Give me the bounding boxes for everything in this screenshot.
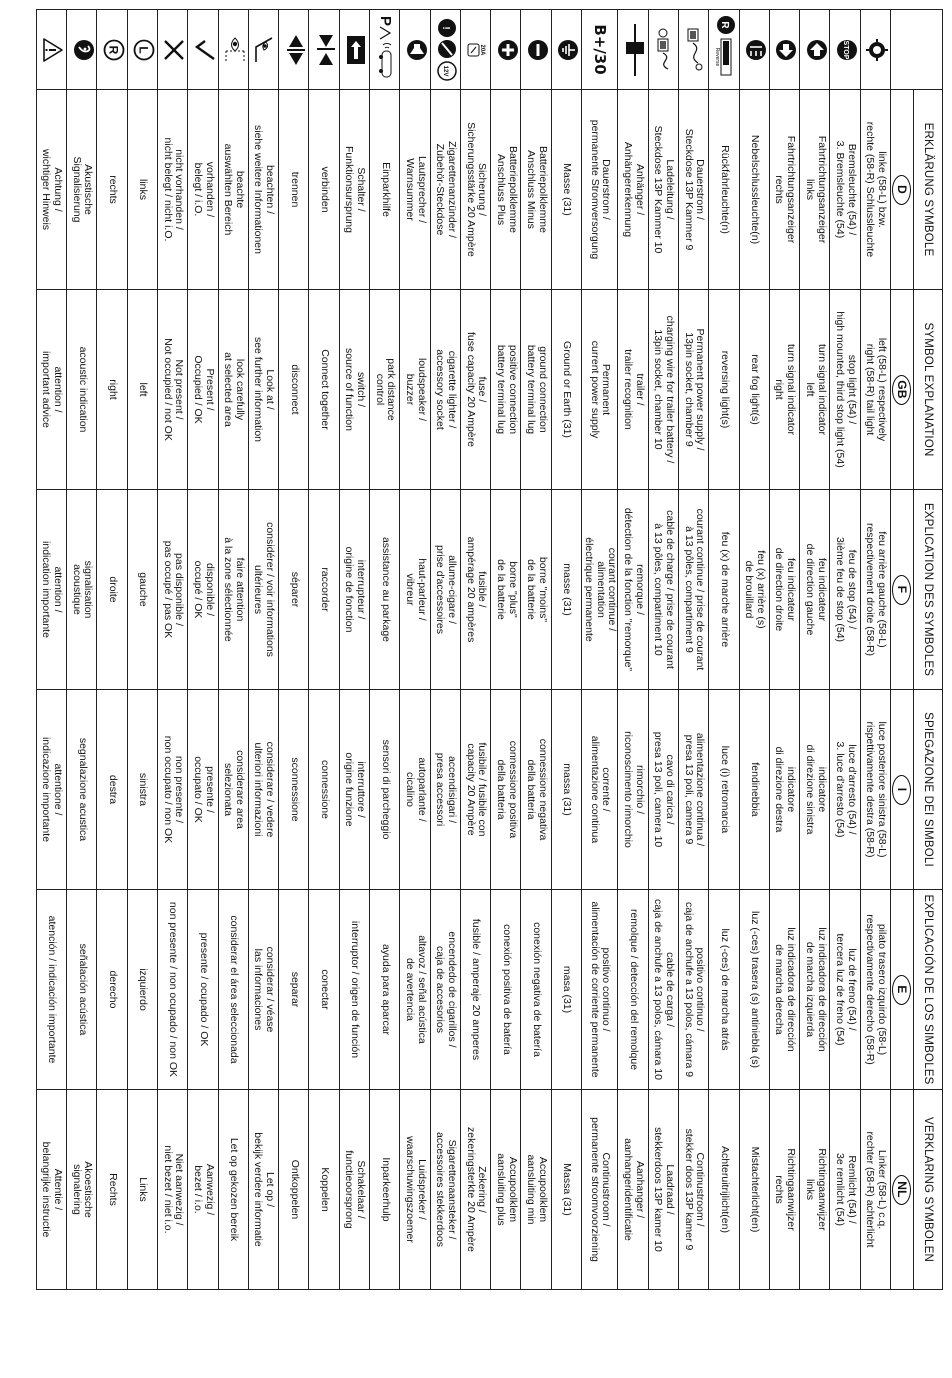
table-cell: indicatore di direzione destra (769, 690, 799, 890)
table-row (430, 10, 460, 1290)
table-cell: turn signal indicator right (769, 290, 799, 490)
table-cell: Koppelen (309, 1090, 339, 1290)
table-cell: accendisigari / presa accessori (430, 690, 460, 890)
table-cell: luce d'arresto (54) / 3. luce d'arresto (54) (830, 690, 860, 890)
table-cell: fusible / ampérage 20 ampères (460, 490, 490, 690)
svg-text:R: R (106, 45, 121, 54)
table-row (339, 10, 369, 1290)
table-row (248, 10, 278, 1290)
table-cell: segnalazione acustica (67, 690, 97, 890)
table-cell: rear fog light(s) (739, 290, 769, 490)
table-row (127, 10, 157, 1290)
table-cell: ground connection battery terminal lug (521, 290, 551, 490)
table-row (769, 10, 799, 1290)
eye-area-icon (224, 35, 246, 65)
table-cell: positive connection battery terminal lug (491, 290, 521, 490)
table-cell: altavoz / señal acústica de avertencia (400, 890, 430, 1090)
eye-icon (254, 35, 276, 65)
table-cell: Nebelschlussleuchte(n) (739, 90, 769, 290)
table-cell: Let op gekozen bereik (218, 1090, 248, 1290)
table-cell: interruptor / origen de función (339, 890, 369, 1090)
table-cell: Fahrtrichtungsanzeiger rechts (769, 90, 799, 290)
table-cell: haut-parleur / vibreur (400, 490, 430, 690)
ground-icon (557, 38, 579, 62)
table-cell: Remlicht (54) / 3e remlicht (54) (830, 1090, 860, 1290)
header-title: SYMBOL EXPLANATION (914, 290, 943, 490)
table-cell: Ladeleitung / Steckdose 13P Kammer 10 (648, 90, 678, 290)
table-cell: autoparlante / cicalino (400, 690, 430, 890)
table-cell: interrupteur / origine de fonction (339, 490, 369, 690)
table-cell: charging wire for trailer battery / 13pin socket, chamber 10 (648, 290, 678, 490)
table-cell: luz (-ces) de marcha atrás (709, 890, 739, 1090)
table-cell: raccorder (309, 490, 339, 690)
table-cell: sensori di parcheggio (370, 690, 400, 890)
table-cell: Zekering / zekeringsterkte 20 Ampère (460, 1090, 490, 1290)
table-cell: loudspeaker / buzzer (400, 290, 430, 490)
svg-text:L: L (136, 45, 151, 54)
header-title: SPIEGAZIONE DEI SIMBOLI (914, 690, 943, 890)
table-cell: Zigarettenanzünder / Zubehör-Steckdose (430, 90, 460, 290)
table-cell: feu indicateur de direction gauche (800, 490, 830, 690)
table-cell: Aanwezig / bezet / i.o. (188, 1090, 218, 1290)
table-cell: faire attention à la zone sélectionnée (218, 490, 248, 690)
table-cell: Fahrtrichtungsanzeiger links (800, 90, 830, 290)
table-row (648, 10, 678, 1290)
cross-icon (163, 38, 185, 62)
table-cell: rimorchio / riconoscimento rimorchio (618, 690, 648, 890)
table-cell: Batteriepolklemme Anschluss Plus (491, 90, 521, 290)
svg-text:12V: 12V (442, 65, 449, 76)
table-cell: Ground or Earth (31) (551, 290, 581, 490)
table-cell: presente / occupato / OK (188, 690, 218, 890)
table-cell: Ontkoppelen (279, 1090, 309, 1290)
table-cell: Present / Occupied / OK (188, 290, 218, 490)
table-cell: remolque / detección del remolque (618, 890, 648, 1090)
table-cell: Sicherung / Sicherungsstärke 20 Ampère (460, 90, 490, 290)
warning-icon (42, 37, 64, 63)
table-cell: Richtingaanwijzer links (800, 1090, 830, 1290)
turn-right-icon (775, 38, 797, 62)
table-cell: considerar el área seleccionada (218, 890, 248, 1090)
table-cell: cigarette lighter / accessory socket (430, 290, 460, 490)
table-cell: Dauerstrom / permanente Stromversorgung (582, 90, 618, 290)
b30-label: B+/30 (591, 24, 610, 75)
table-row (739, 10, 769, 1290)
table-cell: Achteruitrijlicht(en) (709, 1090, 739, 1290)
table-row (860, 10, 890, 1290)
table-row (830, 10, 860, 1290)
table-cell: borne "moins" de la batterie (521, 490, 551, 690)
table-row (97, 10, 127, 1290)
table-cell: trennen (279, 90, 309, 290)
table-cell: pilato trasero izquirdo (58-L) respectivamente derecho (58-R) (860, 890, 890, 1090)
table-cell: Inparkeerhulp (370, 1090, 400, 1290)
table-cell: señalación acústica (67, 890, 97, 1090)
table-cell: feu indicateur de direction droite (769, 490, 799, 690)
table-cell: switch / source of function (339, 290, 369, 490)
table-cell: Batteriepolklemme Anschluss Minus (521, 90, 551, 290)
table-cell: disconnect (279, 290, 309, 490)
table-cell: nicht vorhanden / nicht belegt / nicht i.O. (157, 90, 187, 290)
symbol-rows (36, 10, 890, 1290)
table-cell: sconnessione (279, 690, 309, 890)
turn-left-icon (806, 38, 828, 62)
table-cell: non presente / non occupato / non OK (157, 690, 187, 890)
cigarette-lighter-icon (436, 18, 458, 82)
table-row (36, 10, 66, 1290)
connect-icon (315, 33, 337, 67)
table-cell: Permanent power supply / 13pin socket, chamber 9 (678, 290, 708, 490)
table-cell: indicatore di direzione sinistra (800, 690, 830, 890)
acoustic-icon (73, 38, 95, 62)
svg-text:!: ! (440, 25, 452, 30)
table-cell: cavo di carica / presa 13 poli, camera 10 (648, 690, 678, 890)
trailer-icon (624, 20, 646, 80)
table-cell: fuse / fuse capacity 20 Ampère (460, 290, 490, 490)
language-badge: NL (893, 1175, 912, 1205)
table-cell: signalisation acoustique (67, 490, 97, 690)
header-title: EXPLICACIÓN DE LOS SIMBOLES (914, 890, 943, 1090)
table-row (582, 10, 618, 1290)
svg-text:20A: 20A (479, 43, 486, 56)
table-cell: Dauerstrom / Steckdose 13P Kammer 9 (678, 90, 708, 290)
table-cell: attention / important advice (36, 290, 66, 490)
symbol-table (36, 9, 943, 1290)
table-cell: connessione negativa della batteria (521, 690, 551, 890)
table-cell: Akoestische signalering (67, 1090, 97, 1290)
table-cell: conexión positiva de batería (491, 890, 521, 1090)
table-cell: Links (127, 1090, 157, 1290)
table-cell: remorque / détection de la fonction "remorque" (618, 490, 648, 690)
table-cell: attention / indication importante (36, 490, 66, 690)
table-row (800, 10, 830, 1290)
check-icon (194, 38, 216, 62)
table-cell: fusible / amperaje 20 amperes (460, 890, 490, 1090)
table-cell: Permanent current power supply (582, 290, 618, 490)
table-cell: Rückfahrleuchte(n) (709, 90, 739, 290)
table-cell: courant continue / prise de courant à 13 pôles, compartiment 9 (678, 490, 708, 690)
table-cell: Not present / Not occupied / not OK (157, 290, 187, 490)
table-cell: right (97, 290, 127, 490)
reverse-light-icon (715, 15, 737, 85)
table-cell: feu (x) de marche arrière (709, 490, 739, 690)
table-cell: presente / ocupado / OK (188, 890, 218, 1090)
table-cell: alimentazione continua / presa 13 poli, camera 9 (678, 690, 708, 890)
table-cell: feu arrière gauche (58-L) respectivement droite (58-R) (860, 490, 890, 690)
table-cell: Continustroom / stekker doos 13P kamer 9 (678, 1090, 708, 1290)
fog-light-icon (745, 38, 767, 62)
table-cell: Mistachterlicht(en) (739, 1090, 769, 1290)
table-cell: fendinebbia (739, 690, 769, 890)
table-cell: Connect together (309, 290, 339, 490)
svg-text:R: R (718, 20, 730, 29)
table-cell: Continustroom / permanente stroomvoorziening (582, 1090, 618, 1290)
table-cell: positivo continuo / alimentación de corriente permanente (582, 890, 618, 1090)
table-cell: luz indicadora de dirección de marcha izquierda (800, 890, 830, 1090)
table-cell: allume-cigare / prise d'accessoires (430, 490, 460, 690)
table-cell: Richtingaanwijzer rechts (769, 1090, 799, 1290)
language-badge: I (893, 775, 912, 805)
table-cell: masse (31) (551, 490, 581, 690)
table-cell: Schalter / Funktionsursprung (339, 90, 369, 290)
table-row (279, 10, 309, 1290)
table-cell: non presente / non ocupado / non OK (157, 890, 187, 1090)
table-row (709, 10, 739, 1290)
table-cell: luz (-ces) trasera (s) antiniebla (s) (739, 890, 769, 1090)
loudspeaker-icon (406, 38, 428, 62)
table-cell: connessione positiva della batteria (491, 690, 521, 890)
table-cell: fusibile / fusibile con capacity 20 Ampère (460, 690, 490, 890)
table-cell: Achtung / wichtiger Hinweis (36, 90, 66, 290)
table-cell: sinistra (127, 690, 157, 890)
table-cell: feu (x) arrière (s) de brouillard (739, 490, 769, 690)
language-badge: E (893, 975, 912, 1005)
table-cell: left (127, 290, 157, 490)
table-cell: beachte auswählten Bereich (218, 90, 248, 290)
table-cell: Let op / bekijk verdere informatie (248, 1090, 278, 1290)
table-cell: borne "plus" de la batterie (491, 490, 521, 690)
right-icon (103, 38, 125, 62)
table-row (309, 10, 339, 1290)
table-cell: stop light (54) / high mounted, third stop light (54) (830, 290, 860, 490)
table-cell: Luidspreker / waarschuwingszoemer (400, 1090, 430, 1290)
table-cell: luz indicadora de dirección de marcha derecha (769, 890, 799, 1090)
table-cell: turn signal indicator left (800, 290, 830, 490)
header-title: VERKLARING SYMBOLEN (914, 1090, 943, 1290)
table-cell: droite (97, 490, 127, 690)
table-cell: gauche (127, 490, 157, 690)
table-cell: look carefully at selected area (218, 290, 248, 490)
tail-light-icon (866, 38, 888, 62)
table-cell: Schakelaar / functieoorsprong (339, 1090, 369, 1290)
table-cell: considérer / voir informations ultérieures (248, 490, 278, 690)
table-cell: destra (97, 690, 127, 890)
table-row (618, 10, 648, 1290)
charging-wire-icon (654, 27, 676, 73)
table-cell: atención / indicación importante (36, 890, 66, 1090)
table-cell: luce posteriore sinistra (58-L) rispettivamente destra (58-R) (860, 690, 890, 890)
table-cell: luce (i) retromarcia (709, 690, 739, 890)
table-cell: derecho (97, 890, 127, 1090)
table-row (188, 10, 218, 1290)
table-cell: beachten / siehe weitere Informationen (248, 90, 278, 290)
language-badge: D (893, 175, 912, 205)
table-row (370, 10, 400, 1290)
fuse-icon (466, 38, 488, 62)
table-cell: reversing light(s) (709, 290, 739, 490)
table-cell: Accupoolklem aansluiting plus (491, 1090, 521, 1290)
table-row (460, 10, 490, 1290)
table-row (521, 10, 551, 1290)
table-row (67, 10, 97, 1290)
table-cell: Anhänger / Anhängererkennung (618, 90, 648, 290)
table-cell: vorhanden / belegt / i.O. (188, 90, 218, 290)
table-cell: masa (31) (551, 890, 581, 1090)
table-row (678, 10, 708, 1290)
table-cell: connessione (309, 690, 339, 890)
table-cell: considerar / véase las informaciones (248, 890, 278, 1090)
table-cell: considerare area selezionata (218, 690, 248, 890)
table-cell: izquierdo (127, 890, 157, 1090)
rotated-sheet (2, 0, 952, 1378)
table-cell: massa (31) (551, 690, 581, 890)
table-cell: Attentie / belangrijke instructie (36, 1090, 66, 1290)
table-cell: Aanhanger / aanhangeridentificatie (618, 1090, 648, 1290)
table-cell: separar (279, 890, 309, 1090)
table-cell: Sigarettenaansteker / accessoires stekkerdoos (430, 1090, 460, 1290)
table-row (491, 10, 521, 1290)
table-cell: trailer / trailer recognition (618, 290, 648, 490)
table-cell: Niet aanwezig / niet bezet / niet i.o. (157, 1090, 187, 1290)
table-row (218, 10, 248, 1290)
header-badge-row (891, 10, 914, 1290)
b30-icon (591, 24, 608, 74)
switch-icon (345, 35, 367, 65)
table-cell: Accupoolklem aansluiting min (521, 1090, 551, 1290)
table-cell: conexión negativa de batería (521, 890, 551, 1090)
table-cell: disponible / occupé / OK (188, 490, 218, 690)
table-cell: encendedo de cigarillos / caja de accesorios (430, 890, 460, 1090)
plus-icon (497, 38, 519, 62)
language-badge: F (893, 575, 912, 605)
table-row (157, 10, 187, 1290)
table-cell: cable de carga / caja de anchufe a 13 polos, cámara 10 (648, 890, 678, 1090)
table-cell: rechts (97, 90, 127, 290)
table-cell: Einparkhilfe (370, 90, 400, 290)
table-cell: assistance au parkage (370, 490, 400, 690)
stop-light-icon (836, 38, 858, 62)
language-badge: GB (893, 375, 912, 405)
permanent-supply-icon (684, 27, 706, 73)
table-cell: courant continue / alimentation électrique permanente (582, 490, 618, 690)
table-cell: séparer (279, 490, 309, 690)
header-title-row (914, 10, 943, 1290)
table-row (400, 10, 430, 1290)
table-cell: cable de charge / prise de courant à 13 pôles, compartiment 10 (648, 490, 678, 690)
header-title: ERKLÄRUNG SYMBOLE (914, 90, 943, 290)
table-cell: Lautsprecher / Warnsummer (400, 90, 430, 290)
table-cell: links (127, 90, 157, 290)
table-cell: Bremsleuchte (54) / 3. Bremsleuchte (54) (830, 90, 860, 290)
table-cell: pas disponible / pas occupé / pas OK (157, 490, 187, 690)
table-cell: Laadraad / stekkerdoos 13P kamer 10 (648, 1090, 678, 1290)
table-cell: luz de freno (54) / tercera luz de freno (54) (830, 890, 860, 1090)
disconnect-icon (285, 33, 307, 67)
svg-text:Reverse: Reverse (713, 47, 720, 66)
table-cell: linke (58-L) bzw. rechte (58-R) Schlussleuchte (860, 90, 890, 290)
svg-text:STOP: STOP (841, 40, 849, 59)
table-cell: verbinden (309, 90, 339, 290)
table-cell: attentione / indicazione importante (36, 690, 66, 890)
table-cell: conectar (309, 890, 339, 1090)
table-cell: acoustic indication (67, 290, 97, 490)
svg-text:P: P (376, 15, 394, 26)
table-cell: ayuda para aparcar (370, 890, 400, 1090)
icon-column-header (891, 10, 943, 90)
table-cell: Masse (31) (551, 90, 581, 290)
table-cell: positivo continuo / caja de anchufe a 13 polos, cámara 9 (678, 890, 708, 1090)
table-row (551, 10, 581, 1290)
table-cell: Akustische Signalisierung (67, 90, 97, 290)
table-cell: feu de stop (54) / 3ième feu de stop (54) (830, 490, 860, 690)
park-assist-icon (376, 15, 398, 85)
table-cell: Massa (31) (551, 1090, 581, 1290)
table-cell: Rechts (97, 1090, 127, 1290)
left-icon (133, 38, 155, 62)
minus-icon (527, 38, 549, 62)
table-cell: interruttore / origine funzione (339, 690, 369, 890)
table-cell: Linker (58-L) c.q. rechter (58-R) achterlicht (860, 1090, 890, 1290)
table-cell: park distance control (370, 290, 400, 490)
table-cell: left (58-L) respectively right (58-R) tail light (860, 290, 890, 490)
table-cell: corrente / alimentazione continua (582, 690, 618, 890)
table-cell: considerare / vedere ulteriori informazioni (248, 690, 278, 890)
table-cell: Look at / see further information (248, 290, 278, 490)
header-title: EXPLICATION DES SYMBOLES (914, 490, 943, 690)
